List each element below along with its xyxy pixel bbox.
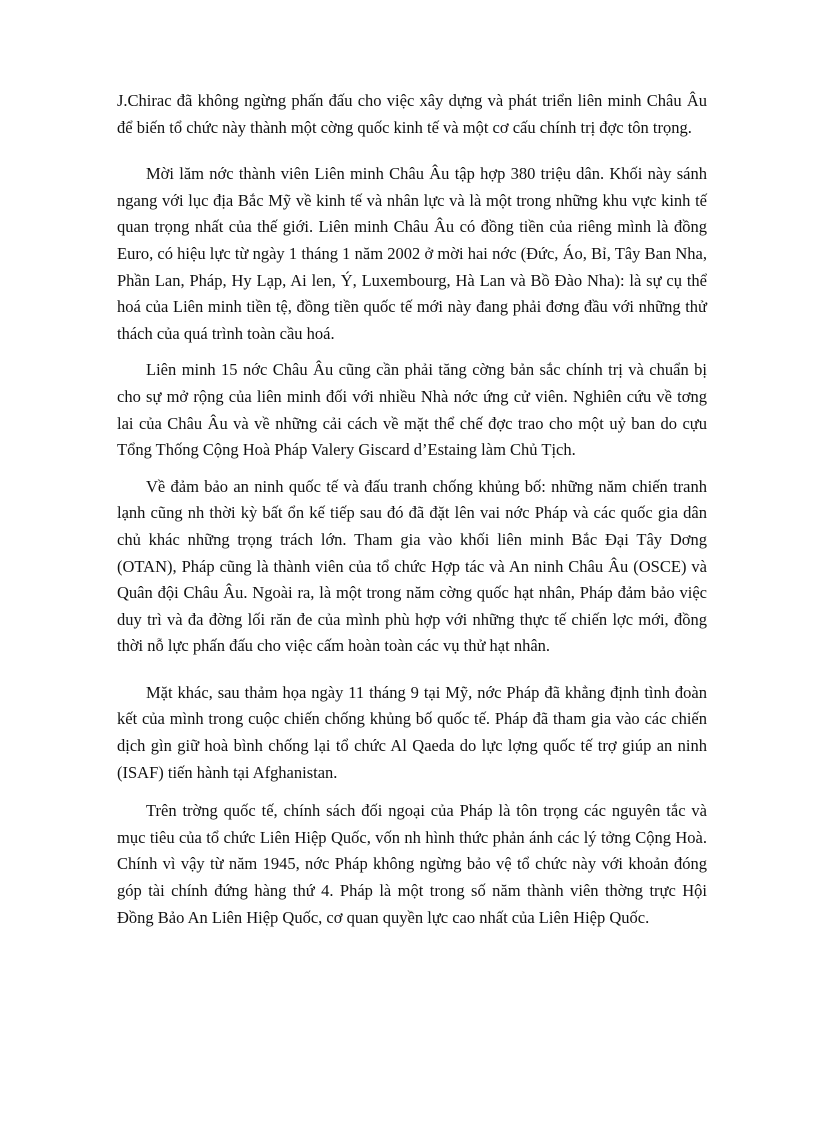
paragraph-5: Mặt khác, sau thảm họa ngày 11 tháng 9 tại Mỹ, nớc Pháp đã khẳng định tình đoàn kết của mình trong cuộc chiến chống khủng bố quốc tế. Pháp đã tham gia vào các chiến dịch gìn giữ hoà bình chống lại tổ chức Al Qaeda do lực lợng quốc tế trợ giúp an ninh (ISAF) tiến hành tại Afghanistan. <box>117 682 707 782</box>
paragraph-2: Mời lăm nớc thành viên Liên minh Châu Âu tập hợp 380 triệu dân. Khối này sánh ngang với lục địa Bắc Mỹ về kinh tế và nhân lực và là một trong những khu vực kinh tế quan trọng nhất của thế giới. Liên minh Châu Âu có đồng tiền của riêng mình là đồng Euro, có hiệu lực từ ngày 1 tháng 1 năm 2002 ở mời hai nớc (Đức, Áo, Bỉ, Tây Ban Nha, Phần Lan, Pháp, Hy Lạp, Ai len, Ý, Luxembourg, Hà Lan và Bồ Đào Nha): là sự cụ thể hoá của Liên minh tiền tệ, đồng tiền quốc tế mới này đang phải đơng đầu với những thử thách của quá trình toàn cầu hoá. <box>117 164 707 343</box>
paragraph-3: Liên minh 15 nớc Châu Âu cũng cần phải tăng cờng bản sắc chính trị và chuẩn bị cho sự mở rộng của liên minh đối với nhiều Nhà nớc ứng cử viên. Nghiên cứu về tơng lai của Châu Âu và về những cải cách về mặt thể chế đợc trao cho một uỷ ban do cựu Tổng Thống Cộng Hoà Pháp Valery Giscard d’Estaing làm Chủ Tịch. <box>117 360 707 460</box>
paragraph-4: Về đảm bảo an ninh quốc tế và đấu tranh chống khủng bố: những năm chiến tranh lạnh cũng nh thời kỳ bất ổn kế tiếp sau đó đã đặt lên vai nớc Pháp và các quốc gia dân chủ khác những trọng trách lớn. Tham gia vào khối liên minh Bắc Đại Tây Dơng (OTAN), Pháp cũng là thành viên của tổ chức Hợp tác và An ninh Châu Âu (OSCE) và Quân đội Châu Âu. Ngoài ra, là một trong năm cờng quốc hạt nhân, Pháp đảm bảo việc duy trì và đa đờng lối răn đe của mình phù hợp với những thực tế chiến lợc mới, đồng thời nỗ lực phấn đấu cho việc cấm hoàn toàn các vụ thử hạt nhân. <box>117 476 707 656</box>
paragraph-1: J.Chirac đã không ngừng phấn đấu cho việc xây dựng và phát triển liên minh Châu Âu để biến tổ chức này thành một cờng quốc kinh tế và một cơ cấu chính trị đợc tôn trọng. <box>117 91 707 137</box>
body-text <box>117 88 707 931</box>
paragraph-6: Trên trờng quốc tế, chính sách đối ngoại của Pháp là tôn trọng các nguyên tắc và mục tiêu của tổ chức Liên Hiệp Quốc, vốn nh hình thức phản ánh các lý tởng Cộng Hoà. Chính vì vậy từ năm 1945, nớc Pháp không ngừng bảo vệ tổ chức này với khoản đóng góp tài chính đứng hàng thứ 4. Pháp là một trong số năm thành viên thờng trực Hội Đồng Bảo An Liên Hiệp Quốc, cơ quan quyền lực cao nhất của Liên Hiệp Quốc. <box>117 801 707 927</box>
